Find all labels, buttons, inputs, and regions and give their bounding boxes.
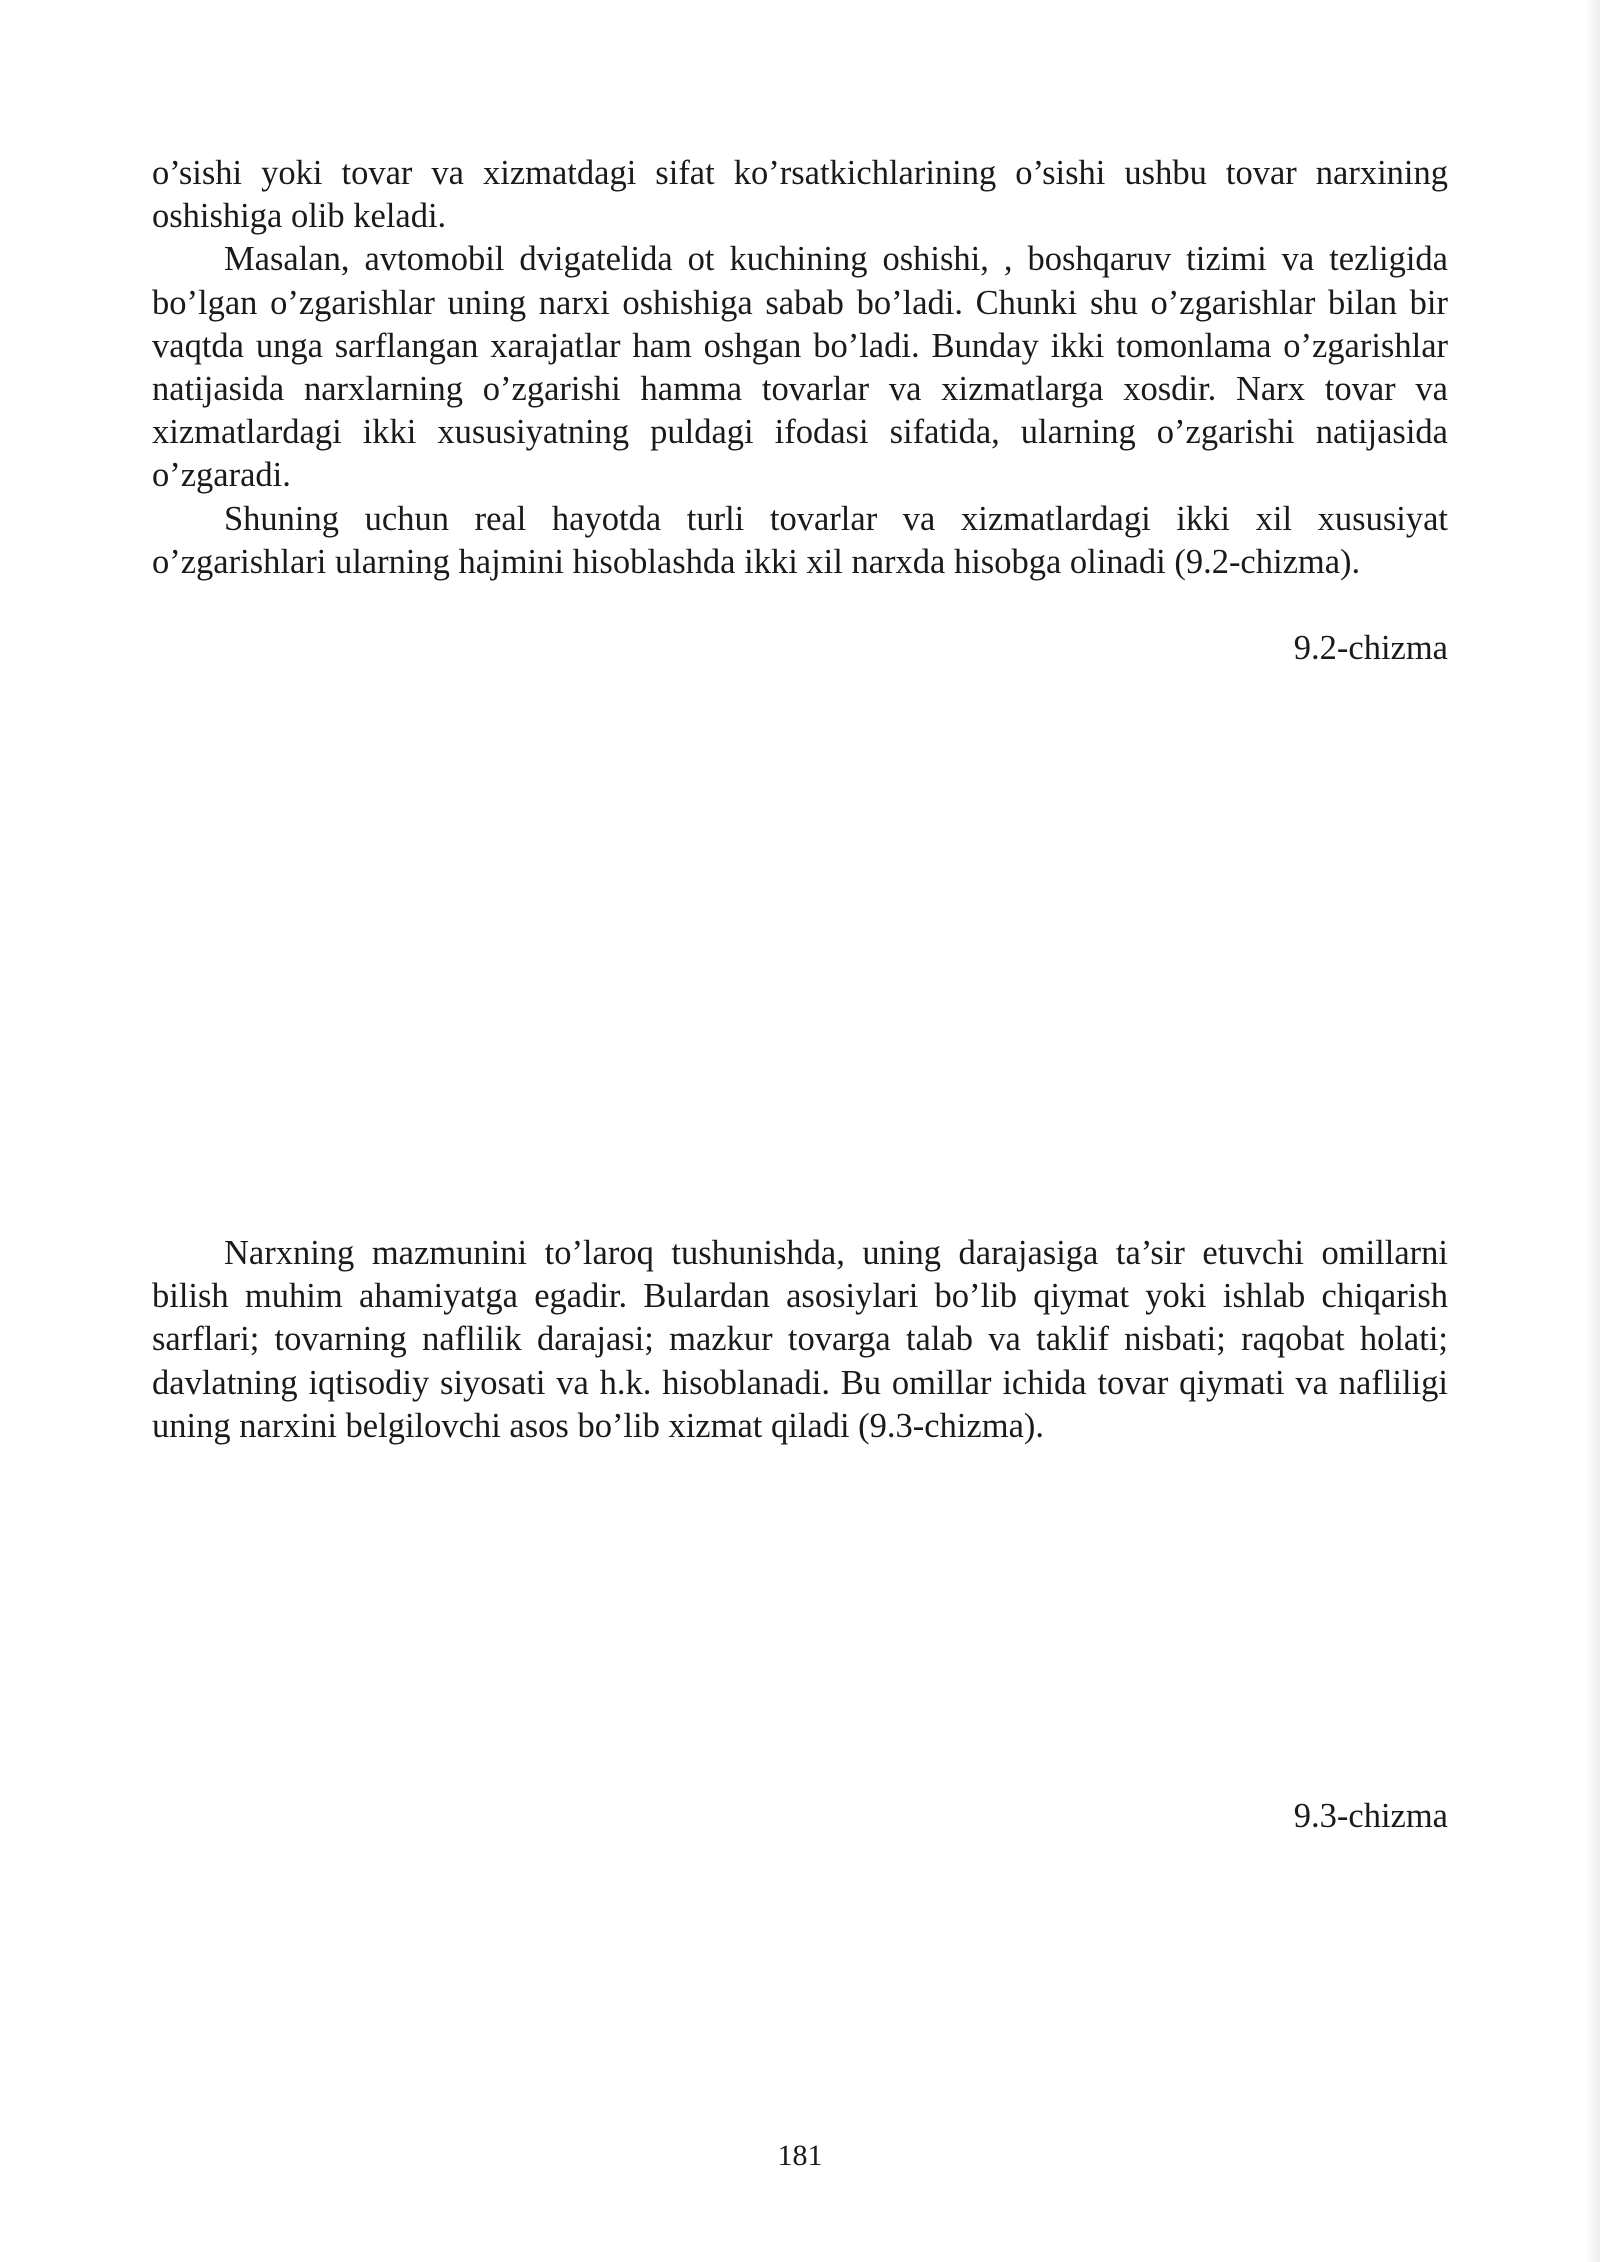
paragraph-narxning: Narxning mazmunini to’laroq tushunishda, uning darajasiga ta’sir etuvchi omillarni bilish muhim ahamiyatga egadir. Bulardan asosiylari bo’lib qiymat yoki ishlab chiqarish sarflari; tovarning naflilik darajasi; mazkur tovarga talab va taklif nisbati; raqobat holati; davlatning iqtisodiy siyosati va h.k. hisoblanadi. Bu omillar ichida tovar qiymati va nafliligi uning narxini belgilovchi asos bo’lib xizmat qiladi (9.3-chizma). — [152, 1234, 1448, 1445]
page-edge-shadow — [1586, 0, 1600, 2262]
text-block-middle — [152, 1232, 1448, 1448]
paragraph-continuation: o’sishi yoki tovar va xizmatdagi sifat ko’rsatkichlarining o’sishi ushbu tovar narxining oshishiga olib keladi. — [152, 154, 1448, 236]
page-number: 181 — [777, 2139, 823, 2172]
paragraph-masalan: Masalan, avtomobil dvigatelida ot kuchining oshishi, , boshqaruv tizimi va tezligida bo’lgan o’zgarishlar uning narxi oshishiga sabab bo’ladi. Chunki shu o’zgarishlar bilan bir vaqtda unga sarflangan xarajatlar ham oshgan bo’ladi. Bunday ikki tomonlama o’zgarishlar natijasida narxlarning o’zgarishi hamma tovarlar va xizmatlarga xosdir. Narx tovar va xizmatlardagi ikki xususiyatning puldagi ifodasi sifatida, ularning o’zgarishi natijasida o’zgaradi. — [152, 240, 1448, 495]
figure-9-2-area — [152, 680, 1448, 1200]
figure-caption-9-2: 9.2-chizma — [1293, 629, 1448, 667]
figure-9-3-area — [152, 1500, 1448, 1780]
paragraph-shuning: Shuning uchun real hayotda turli tovarlar va xizmatlardagi ikki xil xususiyat o’zgarishlari ularning hajmini hisoblashda ikki xil narxda hisobga olinadi (9.2-chizma). — [152, 499, 1448, 581]
text-block-top — [152, 152, 1448, 584]
figure-caption-9-3: 9.3-chizma — [1293, 1797, 1448, 1835]
